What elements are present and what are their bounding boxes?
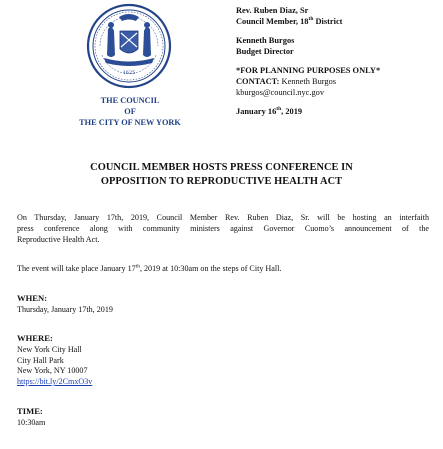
title-line1: COUNCIL MEMBER HOSTS PRESS CONFERENCE IN: [90, 162, 353, 173]
director-name: Kenneth Burgos: [236, 36, 295, 45]
where-address: [17, 345, 92, 388]
member-title: Council Member, 18th District: [236, 16, 343, 26]
map-link[interactable]: https://bit.ly/2CmxO3v: [17, 377, 93, 387]
intro-line1: On Thursday, January 17th, 2019, Council Member Rev. Ruben Diaz, Sr. will be hosting an interfaith: [17, 213, 429, 222]
when-label: WHEN:: [17, 293, 48, 303]
contact-email: kburgos@council.nyc.gov: [236, 88, 325, 97]
where-line3: New York, NY 10007: [17, 366, 88, 376]
intro-paragraph: [17, 212, 429, 245]
contact-block: [236, 5, 441, 117]
city-seal: [86, 3, 172, 89]
time-value: 10:30am: [17, 418, 46, 427]
where-label: WHERE:: [17, 333, 53, 343]
event-paragraph: The event will take place January 17th, 2019 at 10:30am on the steps of City Hall.: [17, 263, 282, 273]
council-name-line3: THE CITY OF NEW YORK: [79, 118, 181, 127]
council-name: [56, 95, 204, 128]
planning-note: *FOR PLANNING PURPOSES ONLY*: [236, 66, 381, 75]
director-title: Budget Director: [236, 47, 294, 56]
time-label: TIME:: [17, 406, 43, 416]
where-line1: New York City Hall: [17, 345, 82, 354]
when-value: Thursday, January 17th, 2019: [17, 305, 113, 314]
release-date: January 16th, 2019: [236, 106, 303, 116]
seal-year-text: 1625: [122, 70, 136, 76]
intro-line3: Reproductive Health Act.: [17, 235, 100, 244]
intro-line2: press conference along with community ministers against Governor Cuomo’s announcement of the: [17, 224, 429, 233]
council-name-line1: THE COUNCIL: [100, 96, 160, 105]
member-name: Rev. Ruben Diaz, Sr: [236, 6, 309, 15]
where-line2: City Hall Park: [17, 355, 64, 365]
contact-line: CONTACT: Kenneth Burgos: [236, 77, 337, 86]
press-release-title: [0, 161, 443, 188]
council-name-line2: OF: [124, 107, 136, 116]
title-line2: OPPOSITION TO REPRODUCTIVE HEALTH ACT: [100, 175, 343, 187]
